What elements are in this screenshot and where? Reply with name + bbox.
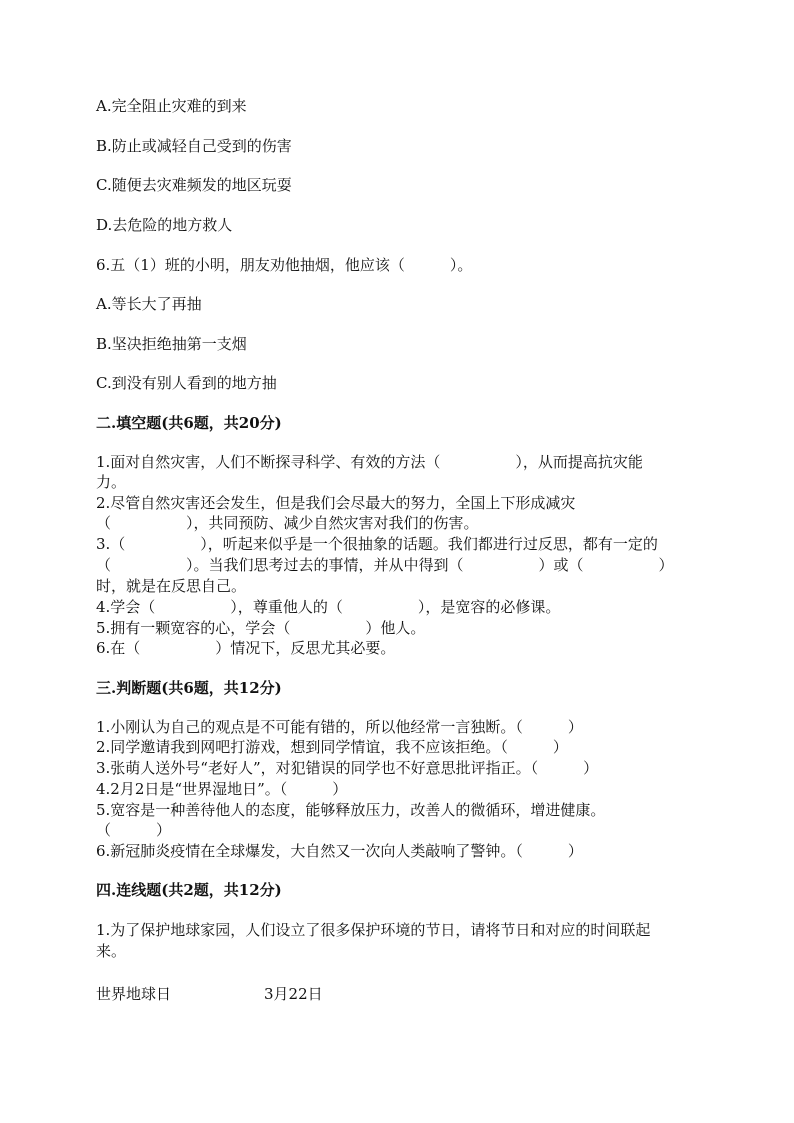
fill-line: （ ），共同预防、减少自然灾害对我们的伤害。 (96, 514, 479, 532)
option-b: B.防止或减轻自己受到的伤害 (96, 137, 292, 155)
fill-line: 2.尽管自然灾害还会发生，但是我们会尽最大的努力，全国上下形成减灾 (96, 494, 576, 512)
fill-line: （ ）。当我们思考过去的事情，并从中得到（ ）或（ ） (96, 556, 674, 574)
option-c: C.随便去灾难频发的地区玩耍 (96, 176, 292, 194)
question-6-option-b: B.坚决拒绝抽第一支烟 (96, 335, 247, 353)
fill-line: 1.面对自然灾害，人们不断探寻科学、有效的方法（ ），从而提高抗灾能 (96, 453, 643, 471)
option-d: D.去危险的地方救人 (96, 216, 233, 234)
option-a: A.完全阻止灾难的到来 (96, 97, 247, 115)
section-4-heading: 四.连线题(共2题，共12分) (96, 881, 282, 899)
match-left-item: 世界地球日 (96, 985, 172, 1003)
judge-line: 4.2月2日是“世界湿地日”。（ ） (96, 780, 348, 798)
fill-line: 力。 (96, 473, 127, 491)
judge-line: 6.新冠肺炎疫情在全球爆发，大自然又一次向人类敲响了警钟。（ ） (96, 842, 583, 860)
question-6-option-c: C.到没有别人看到的地方抽 (96, 374, 277, 392)
fill-line: 3.（ ），听起来似乎是一个很抽象的话题。我们都进行过反思，都有一定的 (96, 535, 658, 553)
judge-line: 1.小刚认为自己的观点是不可能有错的，所以他经常一言独断。（ ） (96, 718, 583, 736)
judge-line: 5.宽容是一种善待他人的态度，能够释放压力，改善人的微循环，增进健康。 (96, 801, 606, 819)
match-right-item: 3月22日 (264, 985, 323, 1003)
judge-line: 2.同学邀请我到网吧打游戏，想到同学情谊，我不应该拒绝。（ ） (96, 738, 568, 756)
match-question-line: 来。 (96, 942, 127, 960)
fill-line: 6.在（ ）情况下，反思尤其必要。 (96, 639, 396, 657)
fill-line: 时，就是在反思自己。 (96, 577, 247, 595)
judge-line: （ ） (96, 821, 172, 839)
match-question-line: 1.为了保护地球家园，人们设立了很多保护环境的节日，请将节日和对应的时间联起 (96, 921, 651, 939)
section-2-heading: 二.填空题(共6题，共20分) (96, 414, 282, 432)
judge-line: 3.张萌人送外号“老好人”，对犯错误的同学也不好意思批评指正。（ ） (96, 759, 599, 777)
fill-line: 4.学会（ ），尊重他人的（ ），是宽容的必修课。 (96, 598, 561, 616)
question-6-stem: 6.五（1）班的小明，朋友劝他抽烟，他应该（ ）。 (96, 256, 473, 274)
section-3-heading: 三.判断题(共6题，共12分) (96, 679, 282, 697)
fill-line: 5.拥有一颗宽容的心，学会（ ）他人。 (96, 619, 426, 637)
question-6-option-a: A.等长大了再抽 (96, 295, 202, 313)
